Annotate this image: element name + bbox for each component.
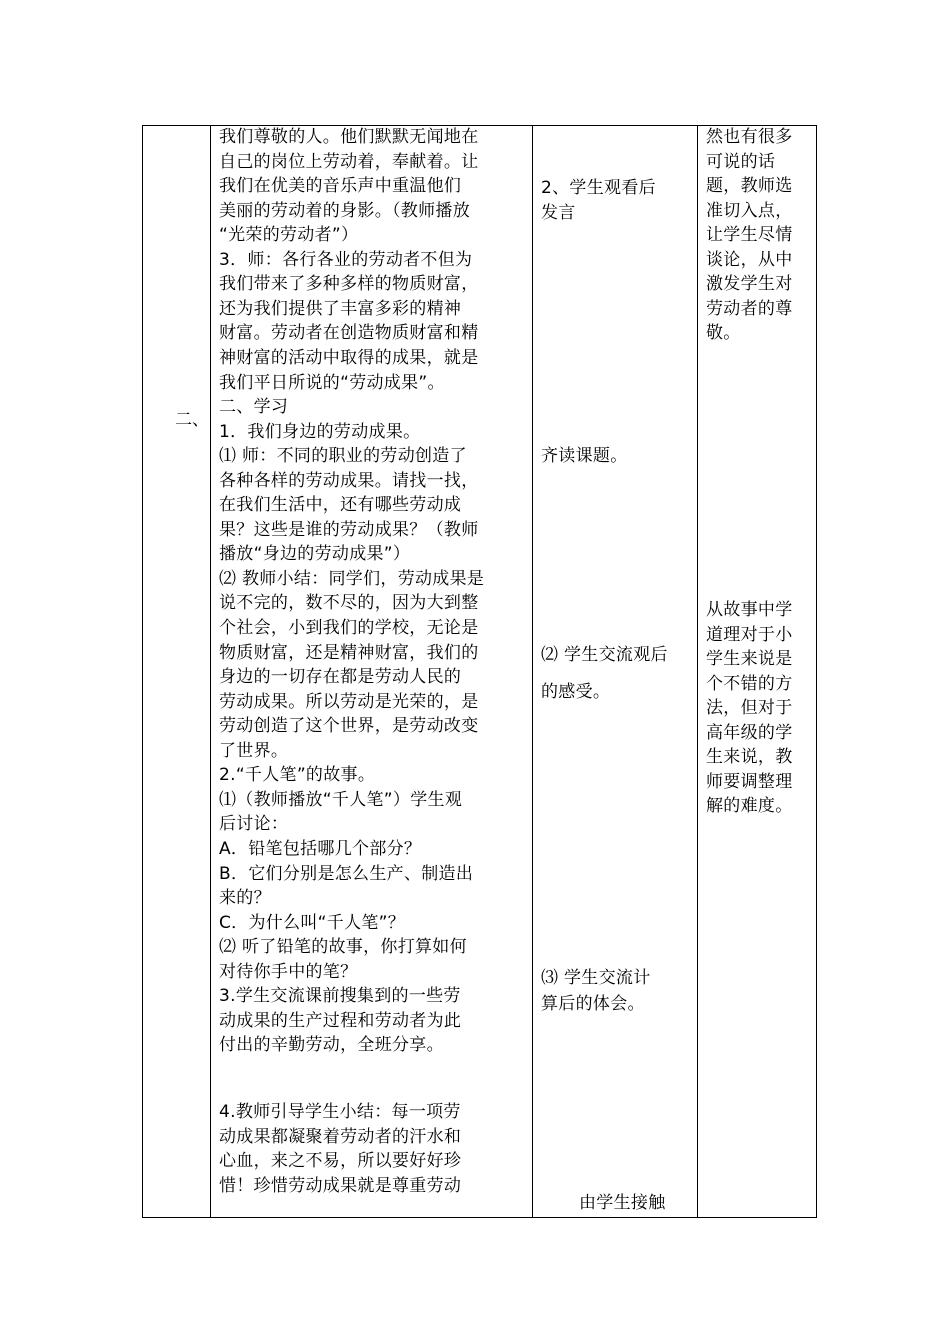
text-line: 物质财富，还是精神财富，我们的 [219, 642, 479, 663]
text-line: 高年级的学 [706, 722, 793, 743]
text-line: 劳动成果。所以劳动是光荣的，是 [219, 691, 479, 712]
text-line: 让学生尽情 [706, 225, 793, 246]
text-line: 3．师：各行各业的劳动者不但为 [219, 249, 473, 270]
text-line: 2.“千人笔”的故事。 [219, 765, 376, 786]
text-line: ⑴（教师播放“千人笔”）学生观 [219, 789, 463, 810]
text-line: 激发学生对 [706, 274, 793, 295]
text-line: 3.学生交流课前搜集到的一些劳 [219, 986, 461, 1007]
text-line: 还为我们提供了丰富多彩的精神 [219, 298, 462, 319]
text-line: ⑵ 教师小结：同学们，劳动成果是 [219, 568, 485, 589]
text-line: 了世界。 [219, 740, 289, 761]
text-line: 谈论，从中 [706, 249, 793, 270]
teacher-activity-column [211, 126, 533, 1218]
text-line: 说不完的，数不尽的，因为大到整 [219, 593, 479, 614]
text-line: 法，但对于 [706, 698, 793, 719]
text-line: B．它们分别是怎么生产、制造出 [219, 863, 474, 884]
text-line: 动成果的生产过程和劳动者为此 [219, 1010, 462, 1031]
text-line: 我们在优美的音乐声中重温他们 [219, 176, 462, 197]
text-line: 心血，来之不易，所以要好好珍 [219, 1151, 462, 1171]
text-line: 由学生接触 [579, 1193, 666, 1213]
text-line: 各种各样的劳动成果。请找一找， [219, 470, 479, 491]
text-line: 付出的辛勤劳动，全班分享。 [219, 1035, 444, 1056]
text-line: 4.教师引导学生小结：每一项劳 [219, 1102, 461, 1122]
text-line: 对待你手中的笔？ [219, 961, 358, 982]
text-line: 师要调整理 [706, 771, 793, 792]
text-line: 齐读课题。 [541, 446, 628, 466]
text-line: 后讨论： [219, 814, 289, 835]
text-line: 道理对于小 [706, 624, 793, 645]
text-line: 2、学生观看后 [541, 178, 656, 198]
text-line: ⑶ 学生交流计 [541, 968, 651, 988]
design-intent-column [698, 126, 817, 1218]
text-line: 劳动创造了这个世界，是劳动改变 [219, 716, 479, 737]
text-line: 学生来说是 [706, 649, 793, 670]
text-line: 果？这些是谁的劳动成果？（教师 [219, 519, 479, 540]
text-line: 算后的体会。 [541, 994, 645, 1014]
table-row [143, 126, 817, 1218]
text-line: A．铅笔包括哪几个部分？ [219, 838, 422, 859]
text-line: 我们平日所说的“劳动成果”。 [219, 372, 445, 393]
text-line: 个不错的方 [706, 673, 793, 694]
text-line: 劳动者的尊 [706, 298, 793, 319]
text-line: 从故事中学 [706, 600, 793, 620]
text-line: 个社会，小到我们的学校，无论是 [219, 618, 479, 638]
text-line: C．为什么叫“千人笔”？ [219, 912, 406, 933]
text-line: 惜！珍惜劳动成果就是尊重劳动 [219, 1175, 462, 1196]
text-line: 在我们生活中，还有哪些劳动成 [219, 495, 462, 516]
text-line: 身边的一切存在都是劳动人民的 [219, 667, 462, 688]
text-line: 发言 [541, 203, 576, 223]
text-line: “光荣的劳动者”） [219, 225, 359, 246]
text-line: 然也有很多 [706, 127, 793, 147]
text-line: 敬。 [706, 323, 741, 344]
section-column [143, 126, 211, 1218]
text-line: 生来说，教 [706, 747, 793, 768]
text-line: 解的难度。 [706, 796, 793, 817]
section-label: 二、 [175, 410, 209, 430]
text-line: 二、学习 [219, 397, 289, 418]
text-line: 财富。劳动者在创造物质财富和精 [219, 323, 479, 344]
text-line: 播放“身边的劳动成果”） [219, 544, 411, 565]
text-line: ⑵ 学生交流观后 [541, 645, 668, 665]
student-activity-column [533, 126, 698, 1218]
text-line: 准切入点， [706, 200, 793, 221]
text-line: 的感受。 [541, 682, 611, 702]
text-line: 我们尊敬的人。他们默默无闻地在 [219, 127, 479, 147]
text-line: ⑵ 听了铅笔的故事，你打算如何 [219, 937, 467, 958]
text-line: 题，教师选 [706, 176, 793, 197]
text-line: 我们带来了多种多样的物质财富， [219, 274, 479, 295]
text-line: 动成果都凝聚着劳动者的汗水和 [219, 1126, 462, 1147]
text-line: 美丽的劳动着的身影。（教师播放 [219, 200, 470, 221]
text-line: 神财富的活动中取得的成果，就是 [219, 347, 479, 368]
text-line: 1．我们身边的劳动成果。 [219, 421, 421, 442]
text-line: 可说的话 [706, 151, 776, 172]
text-line: 来的？ [219, 888, 271, 909]
text-line: ⑴ 师：不同的职业的劳动创造了 [219, 446, 467, 467]
text-line: 自己的岗位上劳动着，奉献着。让 [219, 151, 479, 172]
lesson-plan-table [142, 125, 817, 1218]
